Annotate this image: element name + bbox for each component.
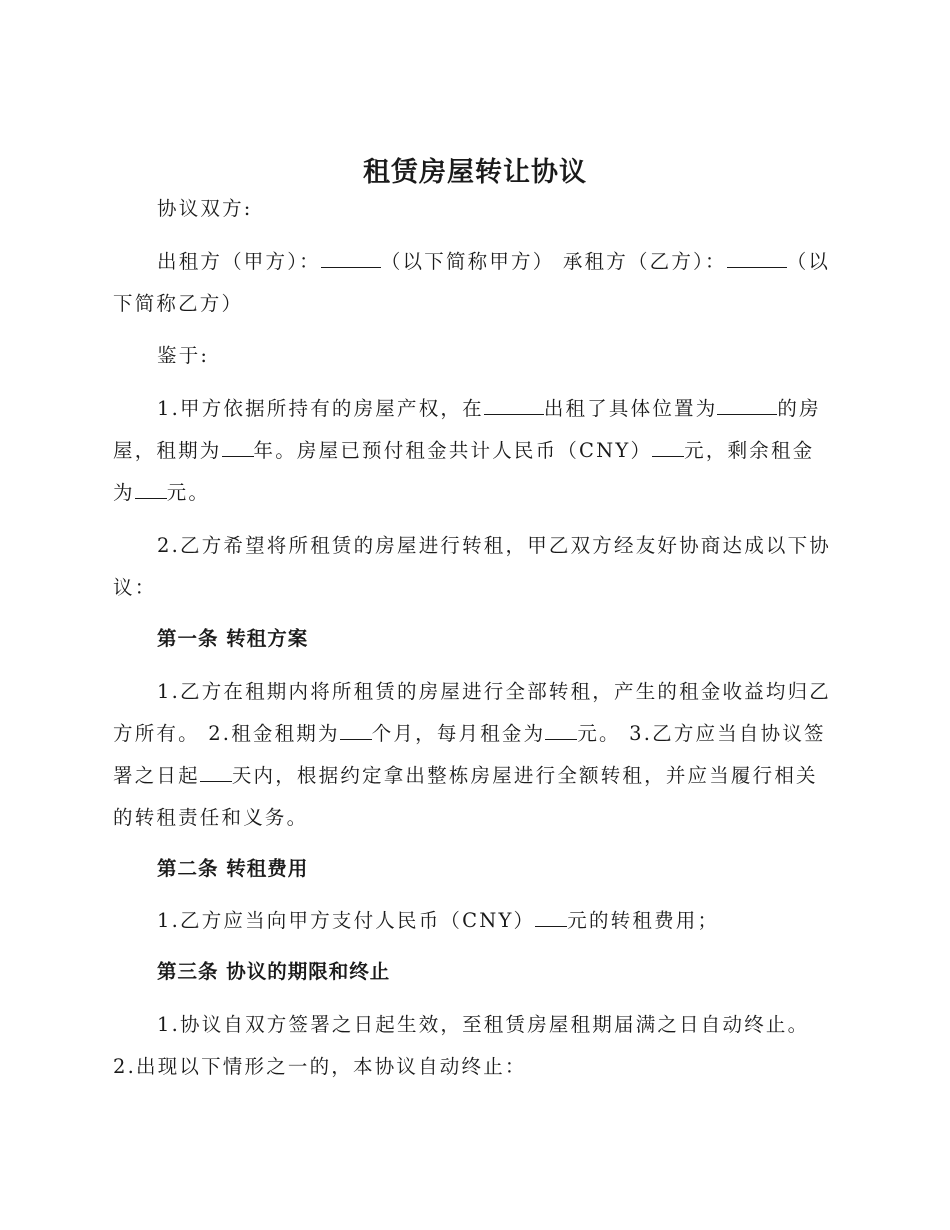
article-2-paragraph: [113, 900, 833, 942]
intro-paragraph: 协议双方:: [157, 197, 253, 220]
article-1-text-a: 1.乙方在租期内将所租赁的房屋进行全部转租，产生的租金收益均归乙方所有。 2.租金租期为: [113, 680, 832, 745]
lessor-label: 出租方（甲方）：: [157, 250, 321, 273]
article-2-text-a: 1.乙方应当向甲方支付人民币（CNY）: [157, 909, 536, 932]
lessee-abbr-text: （以下简称乙方）: [113, 250, 831, 315]
rent-months-blank: [340, 717, 372, 740]
position-blank: [717, 392, 777, 415]
article-2-heading: 第二条 转租费用: [157, 857, 309, 880]
recital-1-text-c: 的房屋，租期为: [113, 397, 821, 462]
recital-1-paragraph: [113, 388, 833, 514]
article-1-heading: 第一条 转租方案: [157, 627, 309, 650]
lease-years-blank: [222, 434, 254, 457]
article-1-text-d: 天内，根据约定拿出整栋房屋进行全额转租，并应当履行相关的转租责任和义务。: [113, 764, 818, 829]
remaining-rent-blank: [135, 476, 167, 499]
document-title: 租赁房屋转让协议: [363, 157, 587, 188]
article-1-text-c: 元。 3.乙方应当自协议签署之日起: [113, 722, 826, 787]
article-3-heading: 第三条 协议的期限和终止: [157, 960, 391, 983]
parties-paragraph: [113, 241, 833, 325]
monthly-rent-blank: [545, 717, 577, 740]
recital-1-text-f: 元。: [166, 481, 211, 504]
lessor-abbr-text: （以下简称甲方） 承租方（乙方）：: [380, 250, 727, 273]
recital-1-text-e: 元，剩余租金为: [113, 439, 815, 504]
recital-1-text-b: 出租了具体位置为: [543, 397, 718, 420]
prepaid-rent-blank: [652, 434, 684, 457]
whereas-paragraph: 鉴于:: [157, 344, 210, 367]
article-1-paragraph: [113, 671, 833, 839]
location-blank: [484, 392, 544, 415]
transfer-fee-blank: [535, 904, 567, 927]
recital-1-text-d: 年。房屋已预付租金共计人民币（CNY）: [253, 439, 653, 462]
days-blank: [200, 759, 232, 782]
lessee-name-blank: [727, 245, 787, 268]
article-2-text-b: 元的转租费用；: [567, 909, 720, 932]
recital-1-text-a: 1.甲方依据所持有的房屋产权，在: [157, 397, 484, 420]
article-3-paragraph: 1.协议自双方签署之日起生效，至租赁房屋租期届满之日自动终止。 2.出现以下情形之一的，本协议自动终止：: [113, 1013, 810, 1078]
recital-2-paragraph: 2.乙方希望将所租赁的房屋进行转租，甲乙双方经友好协商达成以下协议：: [113, 534, 832, 599]
article-1-text-b: 个月，每月租金为: [371, 722, 546, 745]
lessor-name-blank: [321, 245, 381, 268]
